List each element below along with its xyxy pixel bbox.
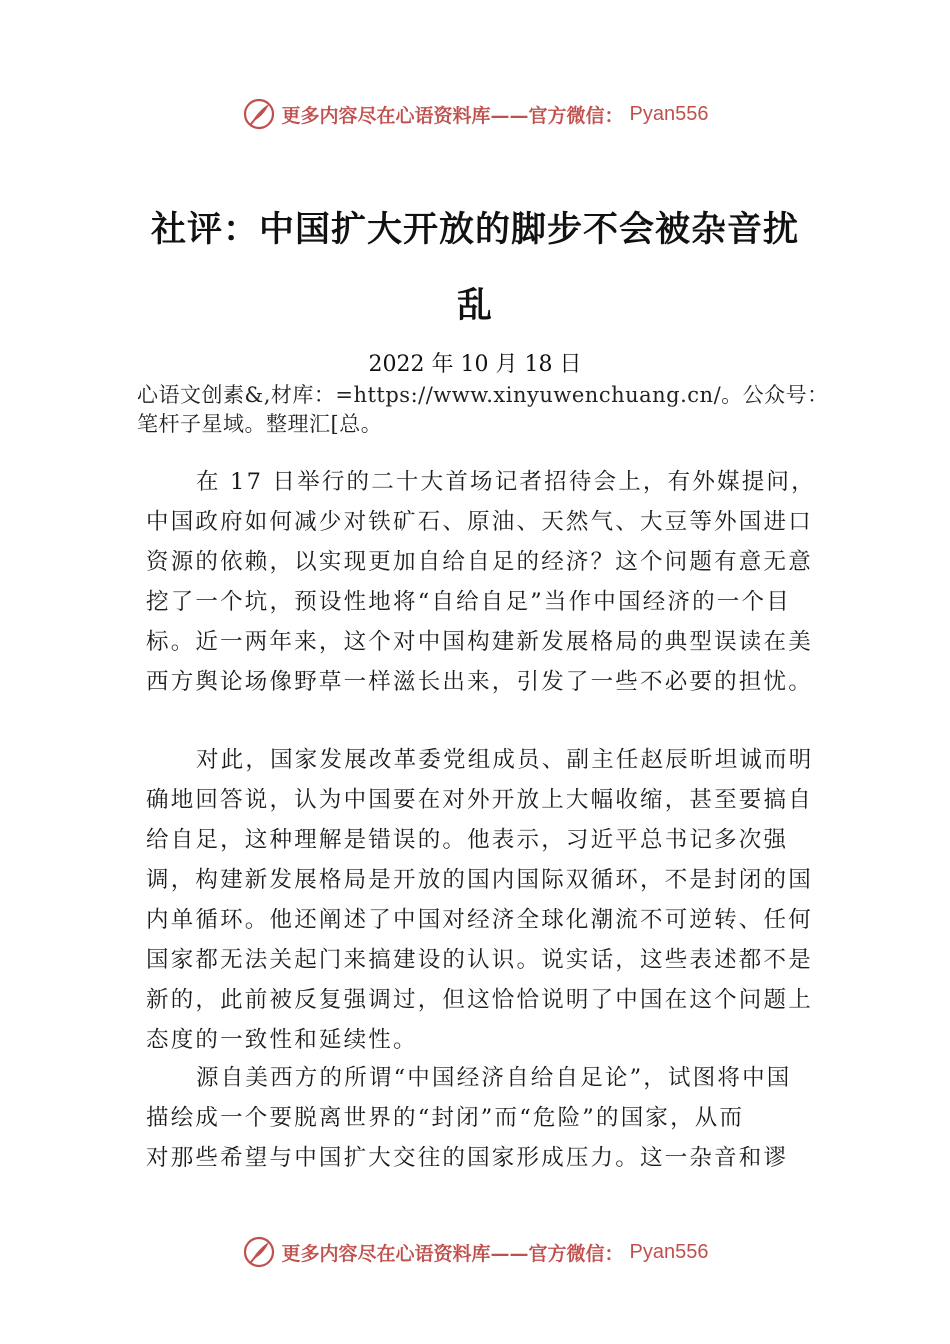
paragraph-3-line1: 源自美西方的所谓“中国经济自给自足论”，试图将中国 [196,1065,792,1091]
source-note: 心语文创素&,材库：=https://www.xinyuwenchuang.cn/。公众号：笔杆子星域。整理汇[总。 [137,383,829,436]
watermark-banner-bottom [0,1232,950,1272]
article-title-line2: 乱 [456,285,493,326]
quill-logo-icon [242,97,276,131]
paragraph-3-line3: 对那些希望与中国扩大交往的国家形成压力。这一杂音和谬 [146,1145,789,1171]
quill-logo-icon [242,1235,276,1269]
paragraph-2: 对此，国家发展改革委党组成员、副主任赵辰昕坦诚而明确地回答说，认为中国要在对外开放上大幅收缩，甚至要搞自给自足，这种理解是错误的。他表示，习近平总书记多次强调，构建新发展格局是开放的国内国际双循环，不是封闭的国内单循环。他还阐述了中国对经济全球化潮流不可逆转、任何国家都无法关起门来搞建设的认识。说实话，这些表述都不是新的，此前被反复强调过，但这恰恰说明了中国在这个问题上态度的一致性和延续性。 [146,747,814,1053]
paragraph-1: 在 17 日举行的二十大首场记者招待会上，有外媒提问，中国政府如何减少对铁矿石、原油、天然气、大豆等外国进口资源的依赖，以实现更加自给自足的经济？这个问题有意无意挖了一个坑，预设性地将“自给自足”当作中国经济的一个目标。近一两年来，这个对中国构建新发展格局的典型误读在美西方舆论场像野草一样滋长出来，引发了一些不必要的担忧。 [146,469,816,695]
watermark-wechat-id: Pyan556 [629,102,709,125]
watermark-wechat-id: Pyan556 [629,1240,709,1263]
article-date: 2022 年 10 月 18 日 [368,352,582,377]
paragraph-3 [146,1058,816,1178]
watermark-text: 更多内容尽在心语资料库——官方微信： [281,1242,624,1265]
paragraph-3-line2: 描绘成一个要脱离世界的“封闭”而“危险”的国家，从而 [146,1105,745,1131]
article-title-line1: 社评：中国扩大开放的脚步不会被杂音扰 [150,209,799,250]
watermark-banner-top [0,94,950,134]
watermark-text: 更多内容尽在心语资料库——官方微信： [281,104,624,127]
